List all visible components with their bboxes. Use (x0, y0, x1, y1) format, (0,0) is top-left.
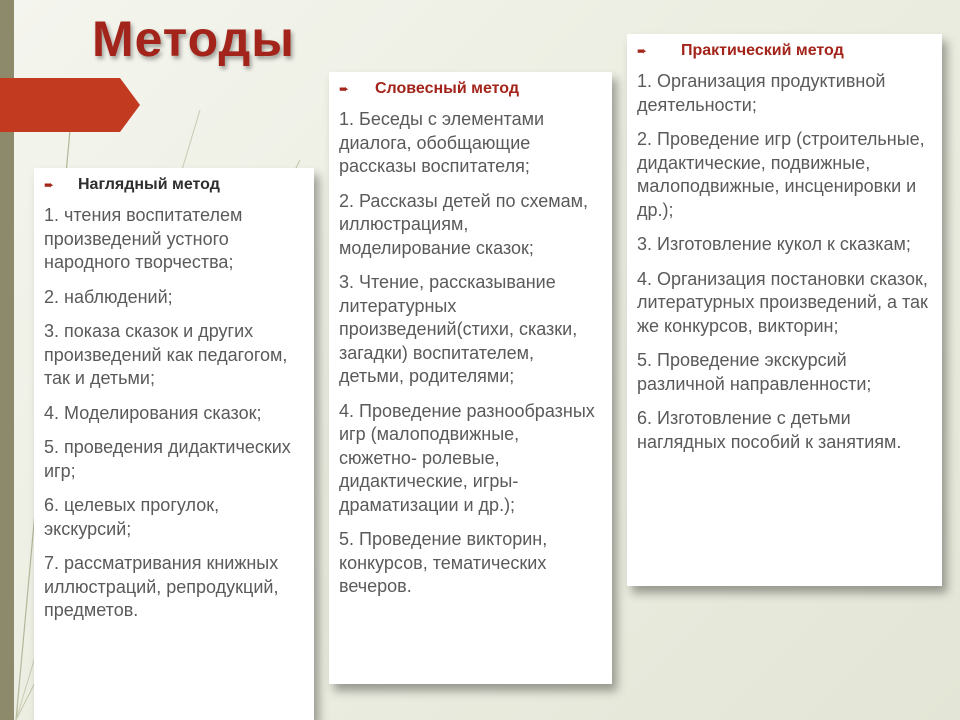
list-item: 7. рассматривания книжных иллюстраций, репродукций, предметов. (44, 553, 279, 620)
list-item: 6. целевых прогулок, экскурсий; (44, 495, 220, 539)
card-header (637, 42, 932, 60)
method-card-verbal (329, 72, 612, 684)
card-title: Практический метод (681, 42, 844, 59)
arrow-bullet-icon: ➨ (637, 44, 648, 58)
list-item: 3. показа сказок и других произведений как педагогом, так и детьми; (44, 321, 288, 388)
arrow-banner (0, 78, 140, 132)
list-item: 4. Моделирования сказок; (44, 402, 262, 423)
card-title: Наглядный метод (78, 176, 220, 193)
list-item: 1. чтения воспитателем произведений устного народного творчества; (44, 205, 243, 272)
list-item: 4. Проведение разнообразных игр (малоподвижные, сюжетно- ролевые, дидактические, игры-драматизации и др.); (339, 400, 595, 515)
list-item: 2. Рассказы детей по схемам, иллюстрациям, моделирование сказок; (339, 190, 589, 258)
slide-title: Методы (92, 11, 295, 67)
arrow-bullet-icon: ➨ (44, 178, 55, 192)
list-item: 2. наблюдений; (44, 286, 173, 307)
list-item: 5. проведения дидактических игр; (44, 437, 291, 481)
list-item: 6. Изготовление с детьми наглядных пособий к занятиям. (637, 408, 902, 452)
list-item: 3. Изготовление кукол к сказкам; (637, 234, 911, 254)
method-card-practical (627, 34, 942, 586)
list-item: 5. Проведение викторин, конкурсов, тематических вечеров. (339, 529, 548, 596)
arrow-bullet-icon: ➨ (339, 82, 350, 96)
method-card-visual (34, 168, 314, 720)
list-item: 1. Беседы с элементами диалога, обобщающие рассказы воспитателя; (339, 109, 545, 176)
list-item: 3. Чтение, рассказывание литературных произведений(стихи, сказки, загадки) воспитателем, детьми, родителями; (339, 272, 578, 386)
card-title: Словесный метод (375, 80, 519, 97)
list-item: 4. Организация постановки сказок, литературных произведений, а так же конкурсов, викторин; (637, 268, 928, 336)
card-header (339, 80, 602, 98)
list-item: 2. Проведение игр (строительные, дидактические, подвижные, малоподвижные, инсценировки и др.); (637, 129, 925, 220)
card-header (44, 176, 304, 194)
list-item: 1. Организация продуктивной деятельности; (637, 71, 886, 115)
list-item: 5. Проведение экскурсий различной направленности; (637, 350, 872, 394)
